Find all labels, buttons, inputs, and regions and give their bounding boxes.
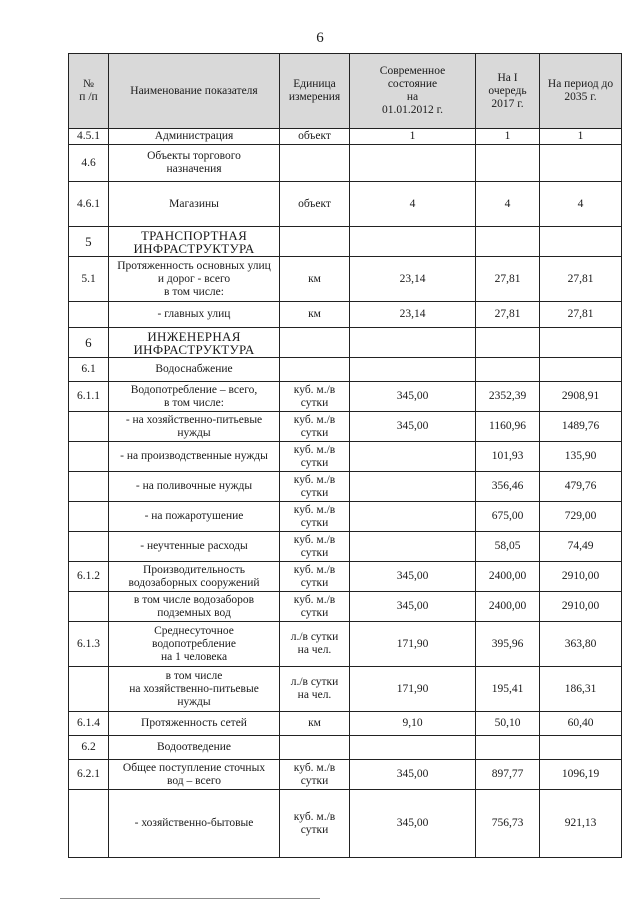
cell-current: 23,14 bbox=[350, 257, 476, 302]
cell-stage1: 58,05 bbox=[476, 532, 540, 562]
cell-current bbox=[350, 736, 476, 760]
cell-stage1: 2400,00 bbox=[476, 592, 540, 622]
cell-current bbox=[350, 442, 476, 472]
cell-current bbox=[350, 145, 476, 182]
table-row-section bbox=[69, 736, 622, 760]
cell-current bbox=[350, 502, 476, 532]
cell-indicator: Водопотребление – всего, в том числе: bbox=[109, 382, 280, 412]
header-number: № п /п bbox=[69, 54, 109, 129]
table-row bbox=[69, 412, 622, 442]
table-row bbox=[69, 472, 622, 502]
cell-unit bbox=[280, 328, 350, 358]
cell-indicator: - главных улиц bbox=[109, 302, 280, 328]
cell-unit: куб. м./в сутки bbox=[280, 760, 350, 790]
cell-indicator: Администрация bbox=[109, 129, 280, 145]
cell-number bbox=[69, 532, 109, 562]
cell-2035: 2910,00 bbox=[540, 592, 622, 622]
cell-stage1: 356,46 bbox=[476, 472, 540, 502]
cell-number bbox=[69, 667, 109, 712]
cell-number bbox=[69, 412, 109, 442]
cell-current: 9,10 bbox=[350, 712, 476, 736]
header-indicator-name: Наименование показателя bbox=[109, 54, 280, 129]
cell-2035: 1096,19 bbox=[540, 760, 622, 790]
cell-number: 4.6 bbox=[69, 145, 109, 182]
cell-number: 6.1.1 bbox=[69, 382, 109, 412]
cell-number: 6.1.2 bbox=[69, 562, 109, 592]
cell-unit: куб. м./в сутки bbox=[280, 442, 350, 472]
cell-unit: км bbox=[280, 257, 350, 302]
cell-number: 6.2.1 bbox=[69, 760, 109, 790]
cell-current: 23,14 bbox=[350, 302, 476, 328]
cell-2035: 27,81 bbox=[540, 302, 622, 328]
cell-stage1 bbox=[476, 736, 540, 760]
table-row bbox=[69, 622, 622, 667]
cell-indicator: ТРАНСПОРТНАЯ ИНФРАСТРУКТУРА bbox=[109, 227, 280, 257]
cell-current: 171,90 bbox=[350, 622, 476, 667]
cell-2035: 60,40 bbox=[540, 712, 622, 736]
cell-stage1: 1160,96 bbox=[476, 412, 540, 442]
cell-2035: 1 bbox=[540, 129, 622, 145]
cell-stage1: 27,81 bbox=[476, 257, 540, 302]
cell-current: 345,00 bbox=[350, 592, 476, 622]
table-row-section bbox=[69, 227, 622, 257]
cell-stage1: 675,00 bbox=[476, 502, 540, 532]
table-row bbox=[69, 760, 622, 790]
cell-stage1: 897,77 bbox=[476, 760, 540, 790]
table-row bbox=[69, 667, 622, 712]
cell-indicator: Общее поступление сточных вод – всего bbox=[109, 760, 280, 790]
cell-number: 6 bbox=[69, 328, 109, 358]
cell-indicator: - на поливочные нужды bbox=[109, 472, 280, 502]
cell-current: 171,90 bbox=[350, 667, 476, 712]
cell-unit: объект bbox=[280, 129, 350, 145]
table-row bbox=[69, 257, 622, 302]
cell-unit: куб. м./в сутки bbox=[280, 472, 350, 502]
table-row bbox=[69, 592, 622, 622]
cell-2035: 921,13 bbox=[540, 790, 622, 858]
cell-2035: 135,90 bbox=[540, 442, 622, 472]
cell-current bbox=[350, 532, 476, 562]
table-row bbox=[69, 182, 622, 227]
cell-indicator: Среднесуточное водопотребление на 1 человека bbox=[109, 622, 280, 667]
header-first-stage: На I очередь 2017 г. bbox=[476, 54, 540, 129]
cell-unit: куб. м./в сутки bbox=[280, 790, 350, 858]
table-row-section bbox=[69, 145, 622, 182]
cell-current: 345,00 bbox=[350, 412, 476, 442]
cell-number: 5 bbox=[69, 227, 109, 257]
cell-number: 4.5.1 bbox=[69, 129, 109, 145]
cell-number: 4.6.1 bbox=[69, 182, 109, 227]
cell-indicator: Магазины bbox=[109, 182, 280, 227]
cell-unit: л./в сутки на чел. bbox=[280, 667, 350, 712]
cell-current: 345,00 bbox=[350, 760, 476, 790]
cell-current: 345,00 bbox=[350, 790, 476, 858]
cell-stage1: 27,81 bbox=[476, 302, 540, 328]
cell-stage1: 395,96 bbox=[476, 622, 540, 667]
cell-2035: 186,31 bbox=[540, 667, 622, 712]
cell-number: 6.1.3 bbox=[69, 622, 109, 667]
cell-2035: 2908,91 bbox=[540, 382, 622, 412]
cell-indicator: Водоснабжение bbox=[109, 358, 280, 382]
cell-stage1 bbox=[476, 227, 540, 257]
cell-2035: 74,49 bbox=[540, 532, 622, 562]
cell-2035 bbox=[540, 736, 622, 760]
table-row-section bbox=[69, 358, 622, 382]
cell-indicator: Производительность водозаборных сооружений bbox=[109, 562, 280, 592]
cell-stage1: 4 bbox=[476, 182, 540, 227]
cell-2035 bbox=[540, 227, 622, 257]
cell-stage1: 195,41 bbox=[476, 667, 540, 712]
cell-indicator: ИНЖЕНЕРНАЯ ИНФРАСТРУКТУРА bbox=[109, 328, 280, 358]
cell-stage1 bbox=[476, 328, 540, 358]
header-current-state: Современное состояние на 01.01.2012 г. bbox=[350, 54, 476, 129]
cell-unit: куб. м./в сутки bbox=[280, 412, 350, 442]
cell-2035: 1489,76 bbox=[540, 412, 622, 442]
cell-indicator: - на производственные нужды bbox=[109, 442, 280, 472]
cell-unit bbox=[280, 227, 350, 257]
cell-number: 6.1.4 bbox=[69, 712, 109, 736]
table-row bbox=[69, 712, 622, 736]
table-row-section bbox=[69, 328, 622, 358]
cell-indicator: Протяженность основных улиц и дорог - всего в том числе: bbox=[109, 257, 280, 302]
table-row bbox=[69, 502, 622, 532]
cell-stage1: 756,73 bbox=[476, 790, 540, 858]
cell-unit: куб. м./в сутки bbox=[280, 382, 350, 412]
cell-current: 4 bbox=[350, 182, 476, 227]
cell-number bbox=[69, 302, 109, 328]
cell-current: 1 bbox=[350, 129, 476, 145]
cell-indicator: в том числе на хозяйственно-питьевые нужды bbox=[109, 667, 280, 712]
table-row bbox=[69, 562, 622, 592]
header-unit: Единица измерения bbox=[280, 54, 350, 129]
cell-unit bbox=[280, 736, 350, 760]
cell-stage1: 2400,00 bbox=[476, 562, 540, 592]
cell-2035 bbox=[540, 328, 622, 358]
cell-number: 5.1 bbox=[69, 257, 109, 302]
cell-2035: 729,00 bbox=[540, 502, 622, 532]
cell-unit: км bbox=[280, 712, 350, 736]
table-header-row bbox=[69, 54, 622, 129]
cell-number bbox=[69, 442, 109, 472]
cell-stage1: 101,93 bbox=[476, 442, 540, 472]
indicators-table bbox=[68, 53, 622, 858]
cell-stage1: 50,10 bbox=[476, 712, 540, 736]
table-row bbox=[69, 382, 622, 412]
cell-2035 bbox=[540, 358, 622, 382]
cell-current bbox=[350, 358, 476, 382]
cell-2035: 479,76 bbox=[540, 472, 622, 502]
cell-current: 345,00 bbox=[350, 382, 476, 412]
cell-unit: куб. м./в сутки bbox=[280, 562, 350, 592]
cell-indicator: Протяженность сетей bbox=[109, 712, 280, 736]
cell-unit: объект bbox=[280, 182, 350, 227]
footer-rule bbox=[60, 898, 320, 899]
cell-indicator: Объекты торгового назначения bbox=[109, 145, 280, 182]
cell-indicator: - неучтенные расходы bbox=[109, 532, 280, 562]
cell-number bbox=[69, 472, 109, 502]
cell-number bbox=[69, 502, 109, 532]
cell-2035: 4 bbox=[540, 182, 622, 227]
cell-current bbox=[350, 227, 476, 257]
cell-current bbox=[350, 472, 476, 502]
cell-unit bbox=[280, 145, 350, 182]
cell-indicator: Водоотведение bbox=[109, 736, 280, 760]
cell-stage1: 1 bbox=[476, 129, 540, 145]
table-row bbox=[69, 442, 622, 472]
page-number: 6 bbox=[316, 30, 324, 46]
table-row bbox=[69, 302, 622, 328]
cell-stage1: 2352,39 bbox=[476, 382, 540, 412]
table-row bbox=[69, 129, 622, 145]
table-row bbox=[69, 532, 622, 562]
cell-indicator: в том числе водозаборов подземных вод bbox=[109, 592, 280, 622]
cell-number bbox=[69, 592, 109, 622]
cell-indicator: - хозяйственно-бытовые bbox=[109, 790, 280, 858]
cell-stage1 bbox=[476, 145, 540, 182]
table-row bbox=[69, 790, 622, 858]
cell-2035: 27,81 bbox=[540, 257, 622, 302]
cell-indicator: - на пожаротушение bbox=[109, 502, 280, 532]
cell-unit: куб. м./в сутки bbox=[280, 592, 350, 622]
cell-number: 6.1 bbox=[69, 358, 109, 382]
cell-current bbox=[350, 328, 476, 358]
cell-stage1 bbox=[476, 358, 540, 382]
cell-unit: куб. м./в сутки bbox=[280, 502, 350, 532]
cell-unit: л./в сутки на чел. bbox=[280, 622, 350, 667]
cell-unit: куб. м./в сутки bbox=[280, 532, 350, 562]
header-period-2035: На период до 2035 г. bbox=[540, 54, 622, 129]
cell-current: 345,00 bbox=[350, 562, 476, 592]
cell-number bbox=[69, 790, 109, 858]
cell-unit bbox=[280, 358, 350, 382]
cell-indicator: - на хозяйственно-питьевые нужды bbox=[109, 412, 280, 442]
cell-2035 bbox=[540, 145, 622, 182]
cell-2035: 363,80 bbox=[540, 622, 622, 667]
cell-unit: км bbox=[280, 302, 350, 328]
cell-number: 6.2 bbox=[69, 736, 109, 760]
cell-2035: 2910,00 bbox=[540, 562, 622, 592]
